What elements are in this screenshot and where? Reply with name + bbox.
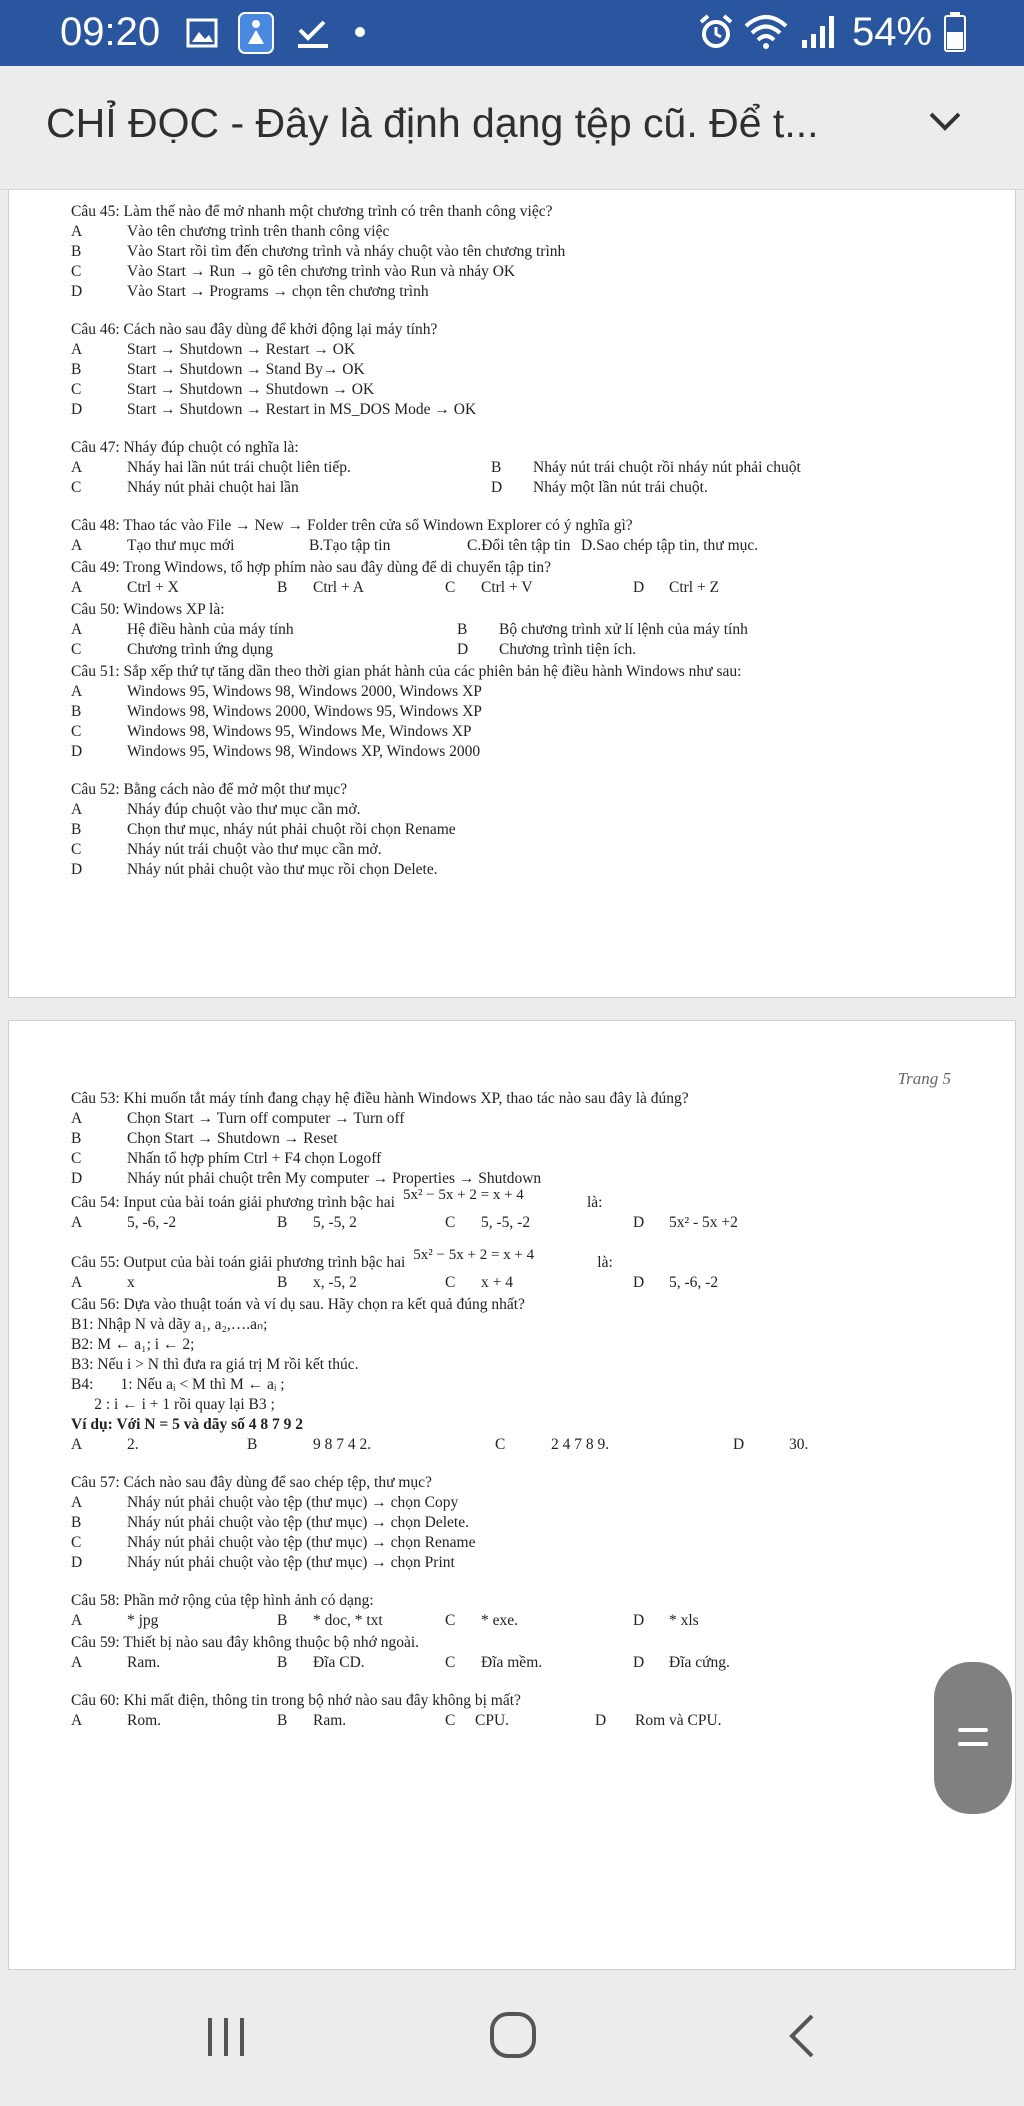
option-label: A (71, 537, 83, 554)
option-label: D (491, 479, 503, 496)
navigation-bar (0, 1970, 1024, 2106)
question-54 (71, 1187, 971, 1233)
option-text: Nháy nút phải chuột vào thư mục rồi chọn Delete. (127, 861, 438, 878)
option-b-text: B.Tạo tập tin (309, 537, 391, 554)
question-title: Câu 58: Phần mở rộng của tệp hình ảnh có dạng: (71, 1592, 374, 1609)
question-suffix: là: (586, 1194, 603, 1211)
question-title: Câu 50: Windows XP là: (71, 601, 225, 618)
option-label: A (71, 579, 83, 596)
question-60 (71, 1691, 971, 1731)
app-notification-icon (238, 12, 274, 54)
option-b-text: 5, -5, 2 (313, 1214, 357, 1231)
option-text: Nháy nút phải chuột vào tệp (thư mục) → chọn Copy (127, 1494, 459, 1511)
option-d-text: Đĩa cứng. (669, 1654, 730, 1671)
option-d-text: 5, -6, -2 (669, 1274, 719, 1291)
option-label: C (445, 579, 456, 596)
option-label: D (71, 861, 83, 878)
question-53 (71, 1089, 971, 1189)
option-text: Vào tên chương trình trên thanh công việc (127, 223, 390, 240)
option-label: B (491, 459, 502, 476)
option-text: Chọn thư mục, nháy nút phải chuột rồi chọn Rename (127, 821, 456, 838)
option-label: D (633, 579, 645, 596)
option-a (71, 222, 971, 242)
option-text: Nháy nút phải chuột vào tệp (thư mục) → chọn Rename (127, 1534, 476, 1551)
fast-scroll-handle[interactable] (934, 1662, 1012, 1814)
option-c (71, 262, 971, 282)
option-label: A (71, 341, 83, 358)
option-a (71, 800, 971, 820)
option-label: D (633, 1612, 645, 1629)
option-a-text: 2. (127, 1436, 139, 1453)
option-text: Vào Start → Run → gõ tên chương trình vào Run và nháy OK (127, 263, 516, 280)
document-page-5 (8, 1020, 1016, 1970)
page-number: Trang 5 (897, 1069, 951, 1088)
grip-line (958, 1742, 988, 1746)
page-content (71, 202, 971, 880)
image-icon (186, 18, 218, 48)
option-d-text: Chương trình tiện ích. (499, 641, 637, 658)
option-b (71, 820, 971, 840)
question-55 (71, 1247, 971, 1293)
option-c-text: Đĩa mềm. (481, 1654, 543, 1671)
option-label: B (277, 1214, 288, 1231)
option-label: D (633, 1654, 645, 1671)
option-label: D (733, 1436, 745, 1453)
grip-line (958, 1728, 988, 1732)
question-title: Câu 53: Khi muốn tắt máy tính đang chạy hệ điều hành Windows XP, thao tác nào sau đây là đúng? (71, 1090, 689, 1107)
signal-icon (800, 14, 840, 50)
option-c (71, 1533, 971, 1553)
option-label: D (71, 743, 83, 760)
option-label: A (71, 621, 83, 638)
option-d (71, 282, 971, 302)
question-title: Câu 56: Dựa vào thuật toán và ví dụ sau. Hãy chọn ra kết quả đúng nhất? (71, 1296, 525, 1313)
option-text: Nháy nút phải chuột trên My computer → Properties → Shutdown (127, 1170, 542, 1187)
option-b (71, 1513, 971, 1533)
download-done-icon (296, 18, 330, 50)
read-only-banner[interactable]: CHỈ ĐỌC - Đây là định dạng tệp cũ. Để t... (46, 100, 819, 146)
question-title: Câu 57: Cách nào sau đây dùng để sao chép tệp, thư mục? (71, 1474, 432, 1491)
option-label: C (71, 723, 82, 740)
dot-icon (354, 26, 366, 38)
option-c-text: CPU. (475, 1712, 510, 1729)
option-label: C (71, 381, 82, 398)
option-label: C (495, 1436, 506, 1453)
status-bar (0, 0, 1024, 66)
recent-apps-icon[interactable] (204, 2014, 252, 2062)
option-d-text: Rom và CPU. (635, 1712, 722, 1729)
document-page-4 (8, 190, 1016, 998)
option-text: Nhấn tổ hợp phím Ctrl + F4 chọn Logoff (127, 1150, 382, 1167)
question-50 (71, 600, 971, 660)
algorithm-step: B1: Nhập N và dãy a₁, a₂,….aₙ; (71, 1316, 268, 1333)
question-57 (71, 1473, 971, 1573)
option-label: D (595, 1712, 607, 1729)
option-label: C (445, 1712, 456, 1729)
option-a-text: x (127, 1274, 135, 1291)
option-c-text: Chương trình ứng dụng (127, 641, 273, 658)
option-b (71, 1129, 971, 1149)
option-c-text: C.Đổi tên tập tin (467, 537, 571, 554)
back-icon[interactable] (784, 2012, 818, 2062)
option-label: A (71, 1274, 83, 1291)
option-label: A (71, 223, 83, 240)
option-b-text: Bộ chương trình xử lí lệnh của máy tính (499, 621, 748, 638)
option-a (71, 1493, 971, 1513)
option-b-text: Ram. (313, 1712, 347, 1729)
algorithm-step: B4: 1: Nếu aᵢ < M thì M ← aᵢ ; (71, 1376, 285, 1393)
battery-icon (944, 12, 966, 52)
option-label: A (71, 459, 83, 476)
option-c (71, 840, 971, 860)
option-c-text: 2 4 7 8 9. (551, 1436, 610, 1453)
option-b-text: 9 8 7 4 2. (313, 1436, 372, 1453)
option-text: Windows 95, Windows 98, Windows XP, Windows 2000 (127, 743, 481, 760)
option-label: C (71, 1534, 82, 1551)
option-d-text: 30. (789, 1436, 809, 1453)
question-title: Câu 46: Cách nào sau đây dùng để khởi động lại máy tính? (71, 321, 438, 338)
option-b (71, 360, 971, 380)
option-label: D (71, 283, 83, 300)
option-label: C (445, 1274, 456, 1291)
question-45 (71, 202, 971, 302)
option-a (71, 340, 971, 360)
option-label: A (71, 683, 83, 700)
question-49 (71, 558, 971, 598)
option-c-text: 5, -5, -2 (481, 1214, 531, 1231)
option-label: D (71, 401, 83, 418)
question-46 (71, 320, 971, 420)
option-label: B (277, 579, 288, 596)
option-text: Windows 98, Windows 95, Windows Me, Windows XP (127, 723, 472, 740)
option-label: B (71, 1130, 82, 1147)
option-text: Nháy nút trái chuột vào thư mục cần mở. (127, 841, 382, 858)
algorithm-step: B3: Nếu i > N thì đưa ra giá trị M rồi kết thúc. (71, 1356, 359, 1373)
option-label: B (71, 821, 82, 838)
option-d-text: D.Sao chép tập tin, thư mục. (581, 537, 759, 554)
option-label: D (71, 1554, 83, 1571)
question-title: Câu 52: Bằng cách nào để mở một thư mục? (71, 781, 348, 798)
option-label: A (71, 801, 83, 818)
option-a-text: Ram. (127, 1654, 161, 1671)
option-text: Start → Shutdown → Restart in MS_DOS Mode → OK (127, 401, 477, 418)
option-text: Windows 98, Windows 2000, Windows 95, Windows XP (127, 703, 482, 720)
option-a-text: Tạo thư mục mới (127, 537, 235, 554)
option-label: B (71, 1514, 82, 1531)
page-content (71, 1089, 971, 1731)
option-label: B (277, 1612, 288, 1629)
option-label: B (277, 1274, 288, 1291)
home-icon[interactable] (488, 2010, 538, 2060)
question-title: Câu 47: Nháy đúp chuột có nghĩa là: (71, 439, 299, 456)
option-label: A (71, 1494, 83, 1511)
option-a (71, 682, 971, 702)
option-label: C (71, 1150, 82, 1167)
option-text: Nháy nút phải chuột vào tệp (thư mục) → chọn Print (127, 1554, 455, 1571)
option-label: B (277, 1654, 288, 1671)
option-b-text: Ctrl + A (313, 579, 364, 596)
option-c-text: Ctrl + V (481, 579, 533, 596)
option-text: Start → Shutdown → Shutdown → OK (127, 381, 375, 398)
status-time: 09:20 (60, 10, 161, 54)
option-label: B (247, 1436, 258, 1453)
option-b-text: x, -5, 2 (313, 1274, 357, 1291)
option-c-text: x + 4 (481, 1274, 513, 1291)
option-label: D (633, 1274, 645, 1291)
question-suffix: là: (597, 1254, 613, 1271)
option-label: B (71, 361, 82, 378)
option-label: C (445, 1654, 456, 1671)
question-title: Câu 60: Khi mất điện, thông tin trong bộ nhớ nào sau đây không bị mất? (71, 1692, 521, 1709)
question-56 (71, 1295, 971, 1455)
option-a-text: Hệ điều hành của máy tính (127, 621, 294, 638)
option-label: B (457, 621, 468, 638)
option-d (71, 742, 971, 762)
option-text: Nháy đúp chuột vào thư mục cần mở. (127, 801, 361, 818)
option-a-text: Ctrl + X (127, 579, 179, 596)
algorithm-step: B2: M ← a₁; i ← 2; (71, 1336, 195, 1353)
option-b-text: Đĩa CD. (313, 1654, 365, 1671)
option-b (71, 242, 971, 262)
option-b-text: * doc, * txt (313, 1612, 383, 1629)
question-title: Câu 55: Output của bài toán giải phương trình bậc hai (71, 1254, 406, 1271)
question-title: Câu 54: Input của bài toán giải phương trình bậc hai (71, 1194, 395, 1211)
option-c-text: Nháy nút phải chuột hai lần (127, 479, 299, 496)
question-48 (71, 516, 971, 556)
option-d-text: Nháy một lần nút trái chuột. (533, 479, 708, 496)
question-47 (71, 438, 971, 498)
question-title: Câu 48: Thao tác vào File → New → Folder trên cửa sổ Windown Explorer có ý nghĩa gì? (71, 517, 633, 534)
option-c (71, 380, 971, 400)
option-label: A (71, 1712, 83, 1729)
equation: 5x² − 5x + 2 = x + 4 (413, 1247, 535, 1263)
option-d (71, 860, 971, 880)
option-c (71, 1149, 971, 1169)
option-label: B (277, 1712, 288, 1729)
document-header (0, 66, 1024, 190)
question-title: Câu 45: Làm thế nào để mở nhanh một chương trình có trên thanh công việc? (71, 203, 553, 220)
option-label: D (633, 1214, 645, 1231)
option-label: B (71, 243, 82, 260)
battery-percent: 54% (852, 10, 933, 54)
option-label: B (71, 703, 82, 720)
option-label: A (71, 1110, 83, 1127)
question-58 (71, 1591, 971, 1631)
option-text: Chọn Start → Shutdown → Reset (127, 1130, 338, 1147)
option-a (71, 1109, 971, 1129)
option-text: Nháy nút phải chuột vào tệp (thư mục) → chọn Delete. (127, 1514, 469, 1531)
option-d-text: * xls (669, 1612, 699, 1629)
example: Ví dụ: Với N = 5 và dãy số 4 8 7 9 2 (71, 1416, 304, 1433)
option-label: D (71, 1170, 83, 1187)
option-d-text: Ctrl + Z (669, 579, 720, 596)
option-c-text: * exe. (481, 1612, 519, 1629)
option-label: D (457, 641, 469, 658)
algorithm-step: 2 : i ← i + 1 rồi quay lại B3 ; (71, 1396, 275, 1413)
alarm-icon (698, 14, 734, 50)
equation: 5x² − 5x + 2 = x + 4 (402, 1187, 524, 1203)
question-51 (71, 662, 971, 762)
option-label: A (71, 1612, 83, 1629)
option-a-text: Nháy hai lần nút trái chuột liên tiếp. (127, 459, 351, 476)
option-label: A (71, 1436, 83, 1453)
option-text: Vào Start rồi tìm đến chương trình và nháy chuột vào tên chương trình (127, 243, 566, 260)
question-52 (71, 780, 971, 880)
question-title: Câu 59: Thiết bị nào sau đây không thuộc bộ nhớ ngoài. (71, 1634, 420, 1651)
option-text: Start → Shutdown → Restart → OK (127, 341, 356, 358)
option-d (71, 400, 971, 420)
option-b (71, 702, 971, 722)
option-a-text: 5, -6, -2 (127, 1214, 177, 1231)
option-label: C (445, 1612, 456, 1629)
option-c (71, 722, 971, 742)
option-label: C (445, 1214, 456, 1231)
question-title: Câu 49: Trong Windows, tổ hợp phím nào sau đây dùng để di chuyển tập tin? (71, 559, 552, 576)
question-59 (71, 1633, 971, 1673)
option-d (71, 1553, 971, 1573)
option-text: Vào Start → Programs → chọn tên chương trình (127, 283, 429, 300)
question-title: Câu 51: Sắp xếp thứ tự tăng dần theo thời gian phát hành của các phiên bản hệ điều hành Windows như sau: (71, 663, 742, 680)
option-label: A (71, 1214, 83, 1231)
option-a-text: Rom. (127, 1712, 162, 1729)
chevron-down-icon[interactable] (928, 110, 962, 134)
option-text: Start → Shutdown → Stand By→ OK (127, 361, 365, 378)
option-label: C (71, 841, 82, 858)
option-b-text: Nháy nút trái chuột rồi nháy nút phải chuột (533, 459, 801, 476)
wifi-icon (744, 14, 788, 50)
option-label: A (71, 1654, 83, 1671)
option-text: Chọn Start → Turn off computer → Turn off (127, 1110, 405, 1127)
option-a-text: * jpg (127, 1612, 159, 1629)
option-label: C (71, 641, 82, 658)
option-d-text: 5x² - 5x +2 (669, 1214, 738, 1231)
option-label: C (71, 479, 82, 496)
option-label: C (71, 263, 82, 280)
option-text: Windows 95, Windows 98, Windows 2000, Windows XP (127, 683, 482, 700)
